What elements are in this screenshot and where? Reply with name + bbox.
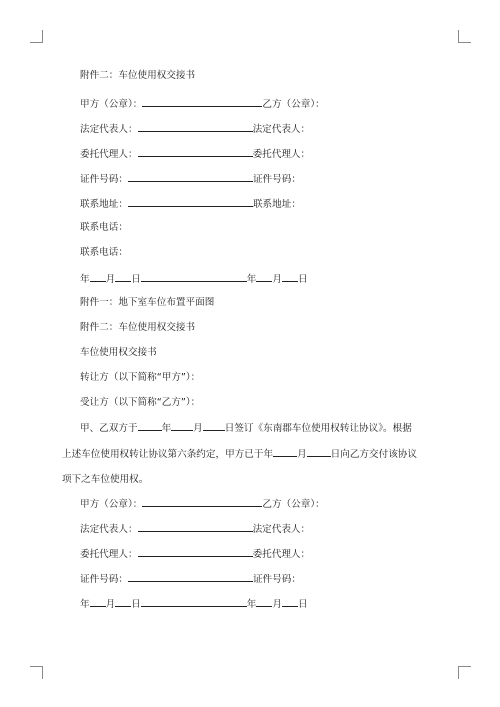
document-title: 车位使用权交接书 <box>80 347 157 358</box>
year-label-b: 年 <box>246 274 257 285</box>
attachment-two: 附件二：车位使用权交接书 <box>80 322 196 333</box>
agent-row <box>80 147 310 161</box>
signature-blank <box>138 147 253 157</box>
party-b-label: 乙方（公章）： <box>262 499 325 510</box>
date-row-2 <box>80 597 308 611</box>
address-label: 联系地址： <box>80 199 128 210</box>
blank <box>90 272 106 282</box>
blank <box>171 421 193 431</box>
crop-mark-top-right <box>458 30 471 43</box>
month-label-b: 月 <box>272 599 282 610</box>
phone-label: 联系电话： <box>80 222 128 233</box>
crop-mark-bottom-right <box>458 666 471 679</box>
month-label-b: 月 <box>272 274 282 285</box>
blank <box>256 597 272 607</box>
main-paragraph <box>62 416 442 493</box>
party-a-label: 甲方（公章）： <box>80 99 143 110</box>
blank <box>141 272 247 282</box>
agent-row-2 <box>80 547 310 561</box>
signature-blank <box>138 547 253 557</box>
id-label-b: 证件号码： <box>252 174 301 185</box>
party-b-label: 乙方（公章）： <box>262 99 325 110</box>
day-label: 日 <box>131 274 141 285</box>
agent-label-b: 委托代理人： <box>252 549 311 560</box>
id-row <box>80 172 301 186</box>
signature-blank <box>138 522 253 532</box>
blank <box>282 272 298 282</box>
party-a-label: 甲方（公章）： <box>80 499 143 510</box>
month-label: 月 <box>105 599 116 610</box>
blank <box>138 421 162 431</box>
crop-mark-top-left <box>30 30 43 43</box>
id-label: 证件号码： <box>80 574 128 585</box>
signature-blank <box>128 197 253 207</box>
id-label: 证件号码： <box>80 174 128 185</box>
month-label: 月 <box>193 423 203 434</box>
day-label-b: 日 <box>297 274 308 285</box>
blank <box>115 597 131 607</box>
year-label: 年 <box>80 599 90 610</box>
party-a-row-2 <box>80 497 325 511</box>
legal-rep-row <box>80 122 310 136</box>
day-label-b: 日 <box>297 599 308 610</box>
signature-blank <box>138 122 253 132</box>
id-row-2 <box>80 572 301 586</box>
year-label: 年 <box>161 423 172 434</box>
id-label-b: 证件号码： <box>252 574 301 585</box>
party-a-row <box>80 97 325 111</box>
blank <box>115 272 131 282</box>
blank <box>203 421 225 431</box>
month-label: 月 <box>105 274 116 285</box>
paragraph-line-2: 上述车位使用权转让协议第六条约定，甲方已于年 月 日向乙方交付该协议 <box>62 448 417 460</box>
blank <box>90 597 106 607</box>
transferor-line: 转让方（以下简称“甲方”）： <box>80 372 201 383</box>
legal-rep-label: 法定代表人： <box>80 524 138 535</box>
phone-label-b: 联系电话： <box>80 247 128 258</box>
agent-label: 委托代理人： <box>80 149 138 160</box>
header-line: 附件二：车位使用权交接书 <box>80 70 196 81</box>
signature-blank <box>142 497 262 507</box>
legal-rep-label-b: 法定代表人： <box>252 524 311 535</box>
crop-mark-bottom-left <box>30 666 43 679</box>
blank <box>256 272 272 282</box>
blank <box>141 597 247 607</box>
paragraph-line-3: 项下之车位使用权。 <box>62 474 149 486</box>
paragraph-line-1: 甲、乙双方于 年 月 日签订《东南郡车位使用权转让协议》。根据 <box>80 423 412 434</box>
blank <box>307 447 331 457</box>
address-label-b: 联系地址： <box>252 199 301 210</box>
legal-rep-label: 法定代表人： <box>80 124 138 135</box>
blank <box>273 447 297 457</box>
signature-blank <box>128 172 253 182</box>
signature-blank <box>142 97 262 107</box>
day-label: 日 <box>131 599 141 610</box>
legal-rep-row-2 <box>80 522 310 536</box>
year-label: 年 <box>80 274 90 285</box>
agent-label: 委托代理人： <box>80 549 138 560</box>
blank <box>282 597 298 607</box>
agent-label-b: 委托代理人： <box>252 149 311 160</box>
transferee-line: 受让方（以下简称“乙方”）： <box>80 397 201 408</box>
address-row <box>80 197 301 211</box>
year-label-b: 年 <box>246 599 257 610</box>
legal-rep-label-b: 法定代表人： <box>252 124 311 135</box>
attachment-one: 附件一：地下室车位布置平面图 <box>80 297 215 308</box>
date-row <box>80 272 308 286</box>
signature-blank <box>128 572 253 582</box>
month-label: 月 <box>297 448 307 460</box>
